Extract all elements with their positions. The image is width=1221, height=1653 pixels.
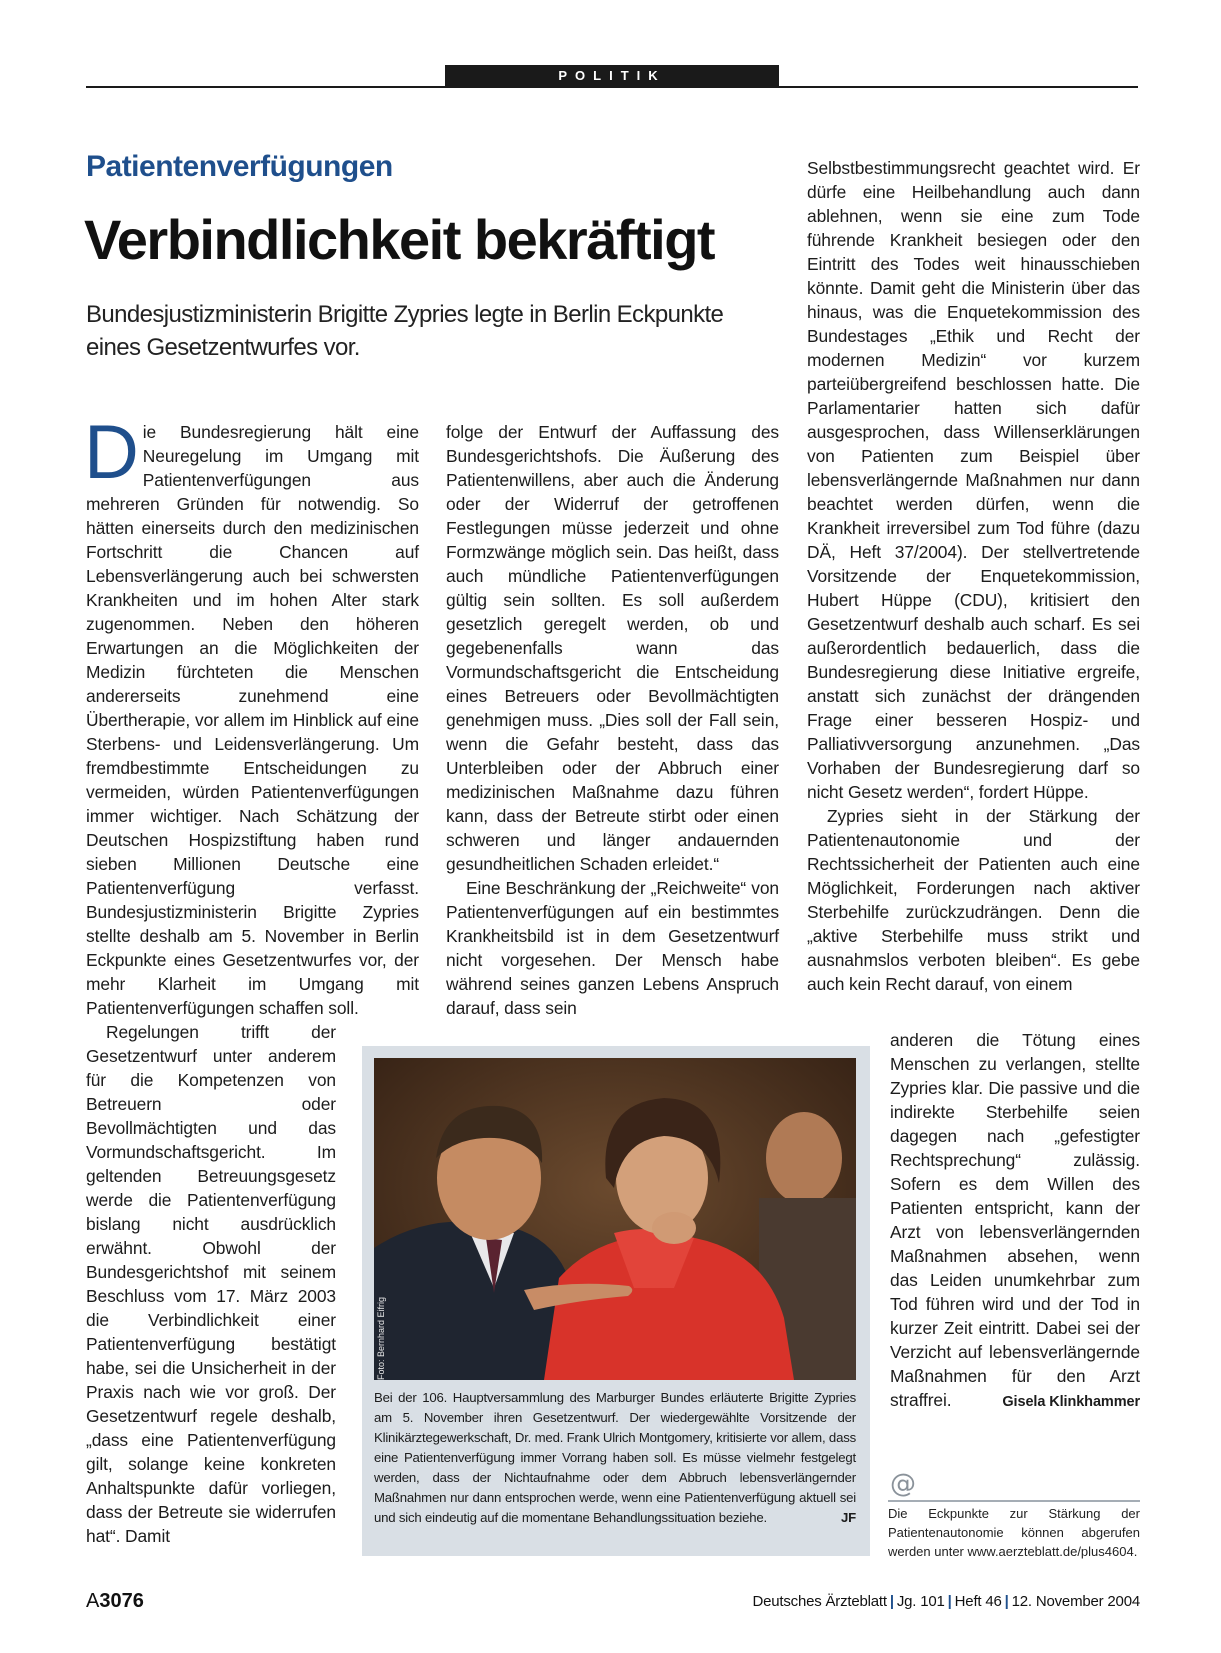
footer-citation: Deutsches Ärzteblatt | Jg. 101 | Heft 46 | 12. November 2004 (752, 1593, 1140, 1610)
body-paragraph: folge der Entwurf der Auffassung des Bundesgerichtshofs. Die Äußerung des Patientenwillens, aber auch die Änderung oder der Widerruf der getroffenen Festlegungen müsse jederzeit und ohne Formzwänge möglich sein. Das heißt, dass auch mündliche Patientenverfügungen gültig sein sollten. Es soll außerdem gesetzlich geregelt werden, ob und gegebenenfalls wann das Vormundschaftsgericht die Entscheidung eines Betreuers oder Bevollmächtigten genehmigen muss. „Dies soll der Fall sein, wenn die Gefahr besteht, dass das Unterbleiben oder der Abbruch einer medizinischen Maßnahme dazu führen kann, dass der Betreute stirbt oder einen schweren und länger andauernden gesundheitlichen Schaden erleidet.“ (446, 422, 779, 874)
issue: Heft 46 (954, 1593, 1002, 1610)
drop-cap: D (84, 410, 139, 495)
at-sign-icon (888, 1468, 918, 1498)
photo-caption: Bei der 106. Hauptversammlung des Marburger Bundes erläuterte Brigitte Zypries am 5. November ihren Gesetzentwurf. Der wiedergewählte Vorsitzende der Klinikärztegewerkschaft, Dr. med. Frank Ulrich Montgomery, kritisierte vor allem, dass eine Patientenverfügung immer Vorrang haben soll. Es müsse vielmehr festgelegt werden, dass der Nichtaufnahme oder dem Abbruch lebensverlängernder Maßnahmen nur dann entsprochen werde, wenn eine Patientenverfügung aktuell sei und sich eindeutig auf die momentane Behandlungssituation beziehe. JF (374, 1388, 856, 1528)
article-headline: Verbindlichkeit bekräftigt (84, 208, 715, 271)
body-paragraph: Regelungen trifft der Gesetzentwurf unter anderem für die Kompetenzen von Betreuern oder Bevollmächtigten und das Vormundschaftsgericht. Im geltenden Betreuungsgesetz werde die Patientenverfügung bislang nicht ausdrücklich erwähnt. Obwohl der Bundesgerichtshof mit seinem Beschluss vom 17. März 2003 die Verbindlichkeit einer Patientenverfügung bestätigt habe, sei die Unsicherheit in der Praxis nach wie vor groß. Der Gesetzentwurf regele deshalb, „dass eine Patientenverfügung gilt, solange keine konkreten Anhaltspunkte dafür vorliegen, dass der Betreute sie widerrufen hat“. Damit (86, 1022, 336, 1546)
journal-name: Deutsches Ärzteblatt (752, 1593, 887, 1610)
article-kicker: Patientenverfügungen (86, 150, 393, 183)
body-paragraph: anderen die Tötung eines Menschen zu verlangen, stellte Zypries klar. Die passive und die indirekte Sterbehilfe seien dagegen nach „gefestigter Rechtsprechung“ zulässig. Sofern es dem Willen des Patienten entspricht, kann der Arzt von lebensverlängernden Maßnahmen absehen, wenn das Leiden unumkehrbar zum Tod führen wird und der Tod in kurzer Zeit eintritt. Dabei sei der Verzicht auf lebensverlängernde Maßnahmen für den Arzt straffrei. Gisela Klinkhammer (890, 1028, 1140, 1412)
svg-text:@: @ (890, 1469, 916, 1498)
info-box-text: Die Eckpunkte zur Stärkung der Patientenautonomie können abgerufen werden unter www.aerzteblatt.de/plus4604. (888, 1506, 1140, 1559)
volume: Jg. 101 (896, 1593, 945, 1610)
body-paragraph: Zypries sieht in der Stärkung der Patientenautonomie und der Rechtssicherheit der Patienten auch eine Möglichkeit, Forderungen nach aktiver Sterbehilfe zurückzudrängen. Denn die „aktive Sterbehilfe muss strikt und ausnahmslos verboten bleiben“. Es gebe auch kein Recht darauf, von einem (807, 806, 1140, 994)
body-column-2 (446, 420, 779, 1020)
body-paragraph: Selbstbestimmungsrecht geachtet wird. Er dürfe eine Heilbehandlung auch dann ablehnen, wenn sie eine zum Tode führende Krankheit besiegen oder den Eintritt des Todes weit hinausschieben könnte. Damit geht die Ministerin über das hinaus, was die Enquetekommission des Bundestages „Ethik und Recht der modernen Medizin“ vor kurzem parteiübergreifend beschlossen hatte. Die Parlamentarier hatten sich dafür ausgesprochen, dass Willenserklärungen von Patienten zum Beispiel über lebensverlängernde Maßnahmen nur dann beachtet werden dürfen, wenn die Krankheit irreversibel zum Tod führe (dazu DÄ, Heft 37/2004). Der stellvertretende Vorsitzende der Enquetekommission, Hubert Hüppe (CDU), kritisiert den Gesetzentwurf deshalb auch scharf. Es sei außerordentlich bedauerlich, dass die Bundesregierung diese Initiative ergreife, anstatt sich zunächst der drängenden Frage einer besseren Hospiz- und Palliativversorgung anzunehmen. „Das Vorhaben der Bundesregierung darf so nicht Gesetz werden“, fordert Hüppe. (807, 158, 1140, 802)
photo-credit: Foto: Bernhard Eifrig (376, 1296, 386, 1380)
issue-date: 12. November 2004 (1011, 1593, 1140, 1610)
body-column-1-narrow (86, 1020, 336, 1548)
body-column-3-narrow (890, 1028, 1140, 1414)
article-deck: Bundesjustizministerin Brigitte Zypries legte in Berlin Eckpunkte eines Gesetzentwurfes vor. (86, 301, 724, 361)
caption-signature: JF (841, 1510, 856, 1525)
page-number: A3076 (86, 1590, 144, 1612)
photo-illustration (374, 1058, 856, 1380)
section-label: POLITIK (445, 65, 779, 86)
body-paragraph: Die Bundesregierung hält eine Neuregelung im Umgang mit Patientenverfügungen aus mehreren Gründen für notwendig. So hätten einerseits durch den medizinischen Fortschritt die Chancen auf Lebensverlängerung auch bei schwersten Krankheiten und im hohen Alter stark zugenommen. Neben den höheren Erwartungen an die Möglichkeiten der Medizin fürchteten die Menschen andererseits zunehmend eine Übertherapie, vor allem im Hinblick auf eine Sterbens- und Leidensverlängerung. Um fremdbestimmte Entscheidungen zu vermeiden, würden Patientenverfügungen immer wichtiger. Nach Schätzung der Deutschen Hospizstiftung haben rund sieben Millionen Deutsche eine Patientenverfügung verfasst. Bundesjustizministerin Brigitte Zypries stellte deshalb am 5. November in Berlin Eckpunkte eines Gesetzentwurfes vor, der mehr Klarheit im Umgang mit Patientenverfügungen schaffen soll. (84, 410, 419, 1018)
article-photo (374, 1058, 856, 1380)
header-rule (86, 86, 1138, 88)
body-column-3 (807, 156, 1140, 996)
info-box-rule (888, 1500, 1140, 1502)
body-column-1 (84, 410, 419, 1020)
body-paragraph: Eine Beschränkung der „Reichweite“ von Patientenverfügungen auf ein bestimmtes Krankheitsbild ist in dem Gesetzentwurf nicht vorgesehen. Der Mensch habe während seines ganzen Lebens Anspruch darauf, dass sein (446, 878, 779, 1018)
author-name: Gisela Klinkhammer (1002, 1394, 1140, 1410)
